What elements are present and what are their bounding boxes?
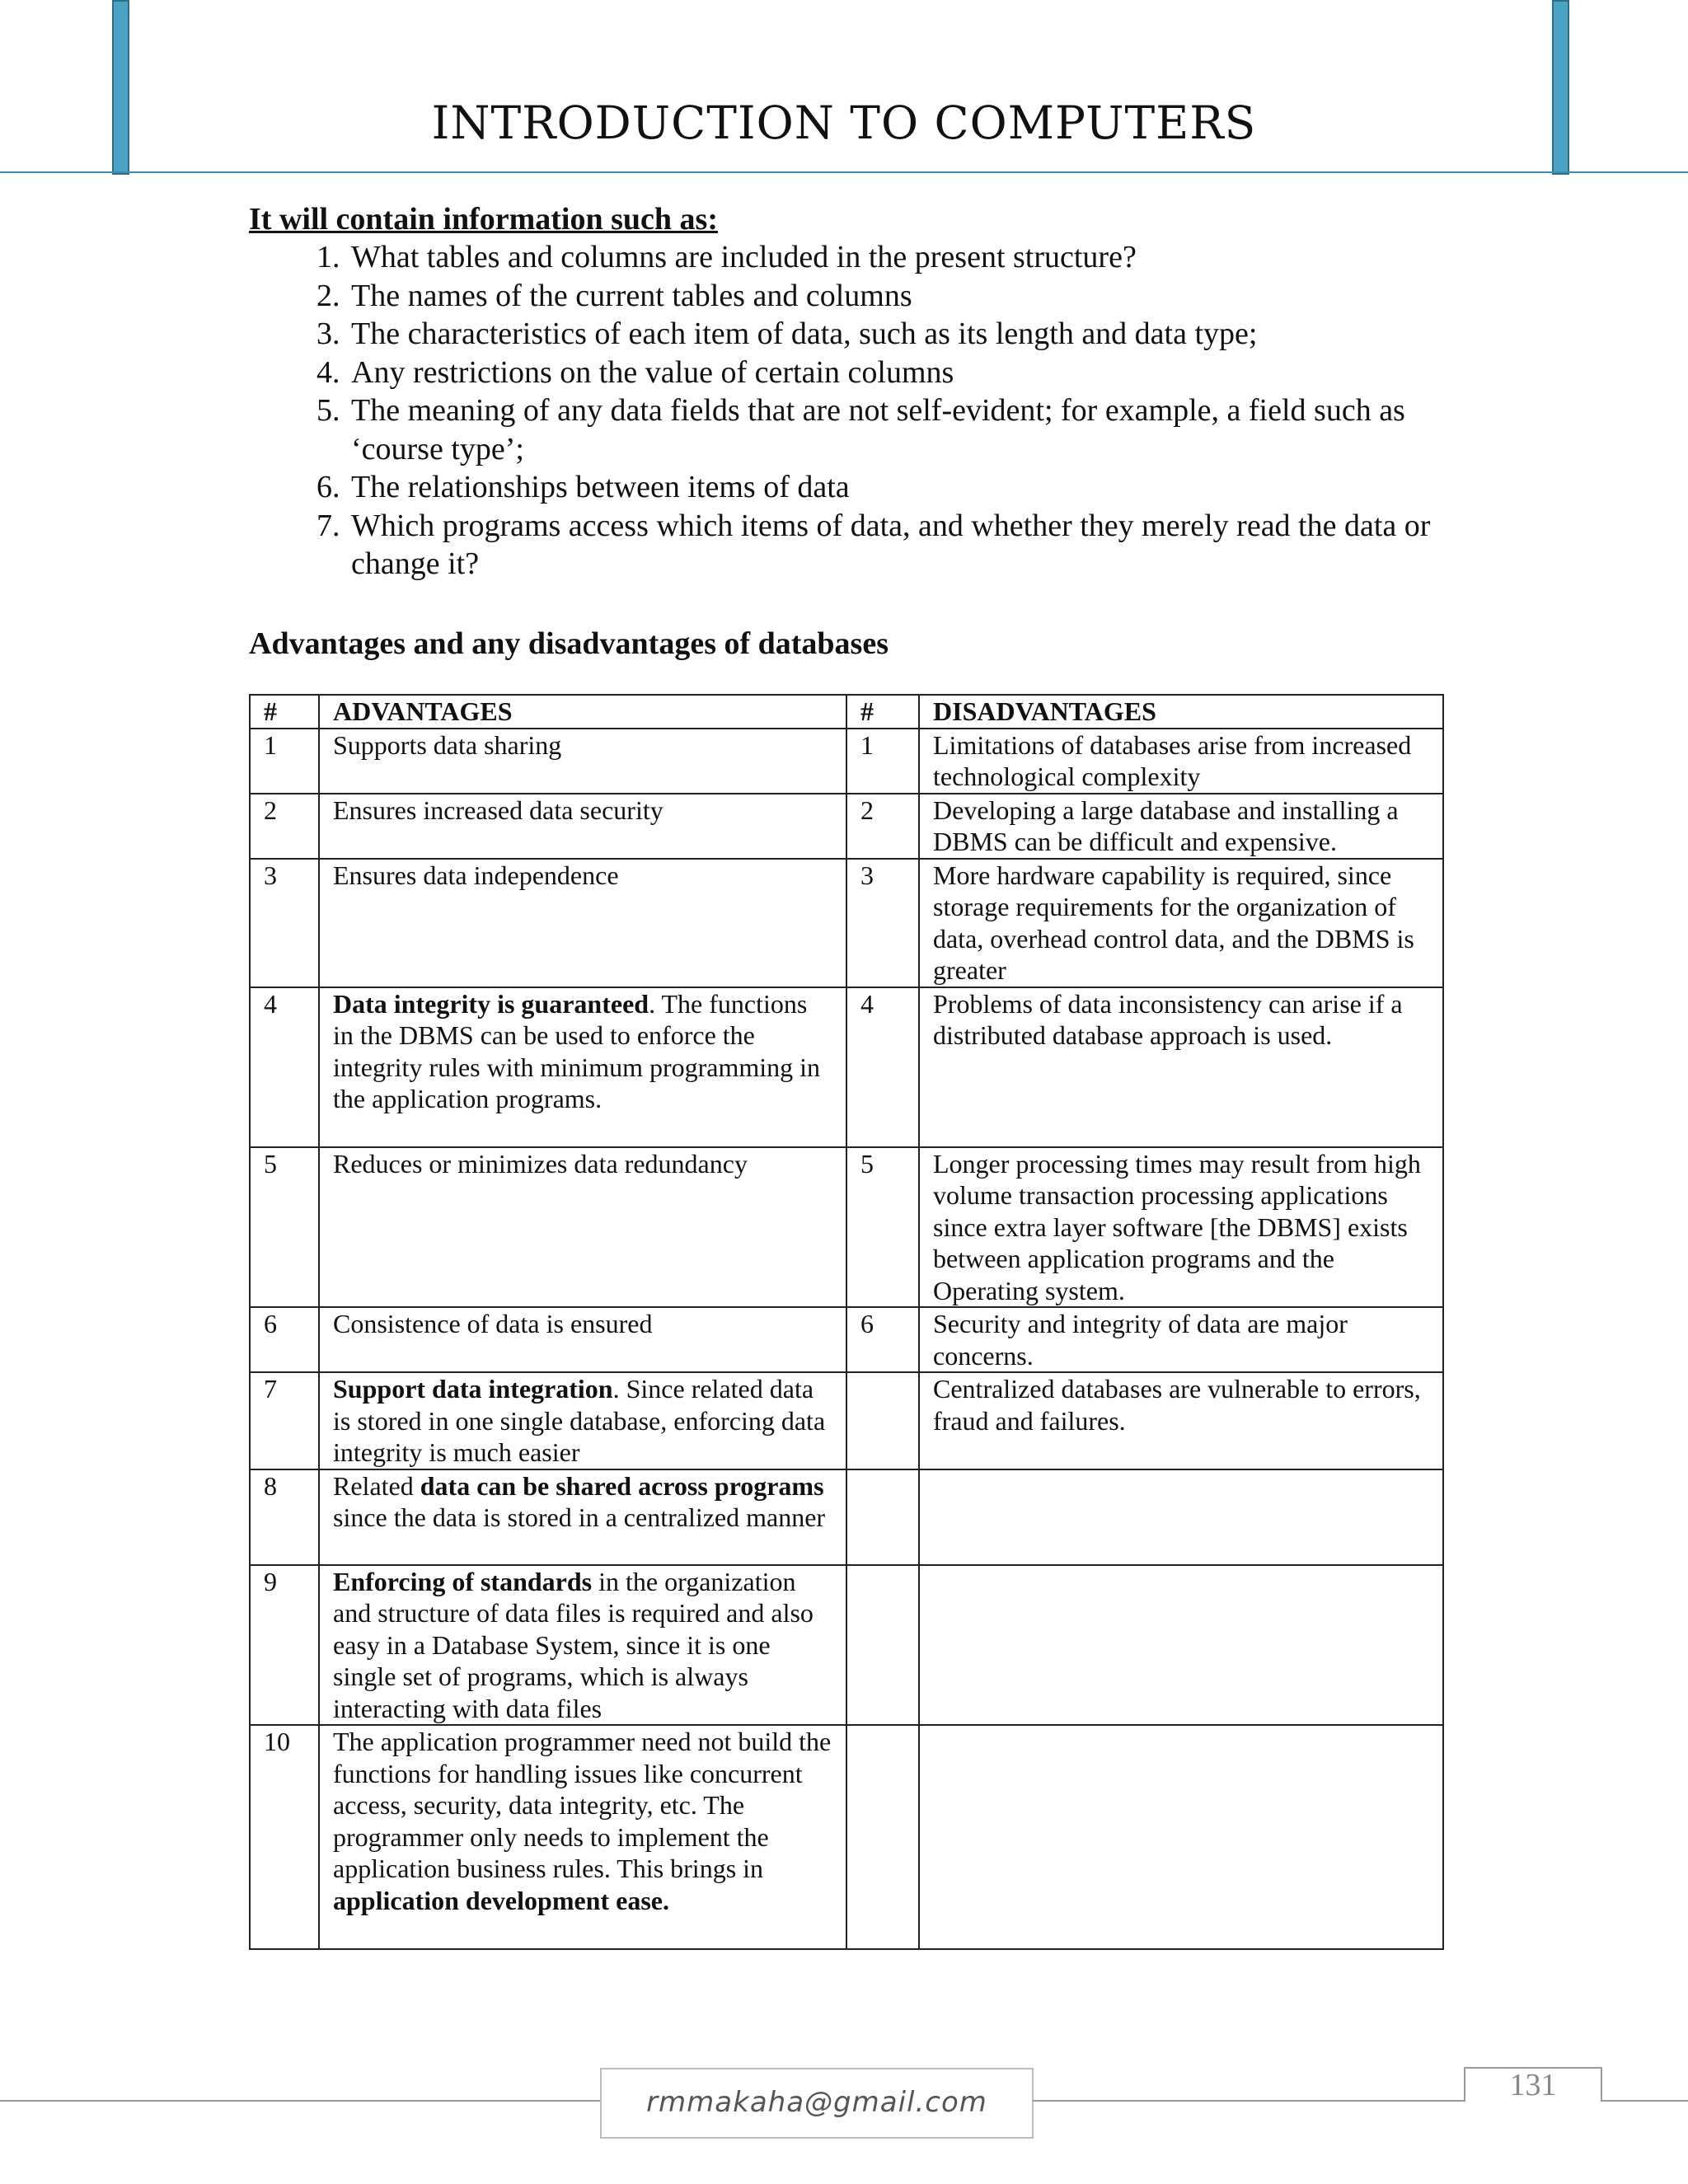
intro-heading: It will contain information such as: <box>249 202 718 237</box>
disadvantage-number <box>846 1372 919 1469</box>
advantage-text <box>319 794 846 859</box>
advantage-text-segment: Ensures increased data security <box>333 794 663 825</box>
advantage-number: 10 <box>250 1725 319 1949</box>
advantage-text <box>319 859 846 987</box>
advantage-text <box>319 1372 846 1469</box>
advantage-number: 6 <box>250 1307 319 1372</box>
advantages-disadvantages-table <box>249 694 1444 1950</box>
disadvantage-number <box>846 1725 919 1949</box>
table-row <box>250 987 1443 1147</box>
advantage-text-bold: Support data integration <box>333 1374 613 1404</box>
header-advantages: ADVANTAGES <box>319 695 846 729</box>
disadvantage-text: Longer processing times may result from high volume transaction processing applications since extra layer software [the DBMS] exists between application programs and the Operating system. <box>919 1147 1443 1308</box>
disadvantage-number <box>846 1565 919 1726</box>
disadvantage-number: 3 <box>846 859 919 987</box>
advantage-text-segment: Reduces or minimizes data redundancy <box>333 1148 748 1179</box>
disadvantage-text: Security and integrity of data are major concerns. <box>919 1307 1443 1372</box>
disadvantage-text: Problems of data inconsistency can arise if a distributed database approach is used. <box>919 987 1443 1147</box>
table-row <box>250 1372 1443 1469</box>
info-list <box>249 238 1444 583</box>
advantage-text-segment: . Since related data is stored in one single database, enforcing data integrity is much easier <box>333 1374 826 1467</box>
disadvantage-number: 4 <box>846 987 919 1147</box>
disadvantage-number: 2 <box>846 794 919 859</box>
disadvantage-text <box>919 1725 1443 1949</box>
advantage-text <box>319 1725 846 1949</box>
advantage-text-segment: Supports data sharing <box>333 729 562 760</box>
footer-rule-tail <box>1601 2100 1688 2102</box>
footer-rule-right <box>1033 2100 1465 2102</box>
list-item: 7. Which programs access which items of data, and whether they merely read the data or change it? <box>348 507 1444 583</box>
advantage-number: 8 <box>250 1469 319 1565</box>
header-disadvantages: DISADVANTAGES <box>919 695 1443 729</box>
advantage-text <box>319 1307 846 1372</box>
disadvantage-text: Limitations of databases arise from increased technological complexity <box>919 729 1443 794</box>
list-item: 6. The relationships between items of data <box>348 468 1444 507</box>
advantage-text-segment: since the data is stored in a centralized manner <box>333 1502 826 1532</box>
advantage-text-bold: application development ease. <box>333 1885 669 1915</box>
advantage-text <box>319 1469 846 1565</box>
table-header-row <box>250 695 1443 729</box>
table-row <box>250 1565 1443 1726</box>
advantage-number: 3 <box>250 859 319 987</box>
advantage-number: 9 <box>250 1565 319 1726</box>
list-item: 5. The meaning of any data fields that are not self-evident; for example, a field such as ‘course type’; <box>348 391 1444 468</box>
advantage-number: 1 <box>250 729 319 794</box>
advantage-text-segment: in the organization and structure of data files is required and also easy in a Database System, since it is one single set of programs, which is always interacting with data files <box>333 1566 814 1723</box>
list-item: 2. The names of the current tables and columns <box>348 277 1444 316</box>
footer-rule-left <box>0 2100 602 2102</box>
advantage-number: 5 <box>250 1147 319 1308</box>
disadvantage-number: 6 <box>846 1307 919 1372</box>
table-row <box>250 1725 1443 1949</box>
advantage-text-bold: data can be shared across programs <box>420 1470 824 1501</box>
disadvantage-text <box>919 1469 1443 1565</box>
list-item: 4. Any restrictions on the value of certain columns <box>348 354 1444 392</box>
header-accent-bar-left <box>112 0 129 175</box>
page-title: INTRODUCTION TO COMPUTERS <box>431 96 1257 149</box>
advantage-text-segment: Consistence of data is ensured <box>333 1309 653 1338</box>
footer-email: rmmakaha@gmail.com <box>600 2068 1034 2139</box>
advantage-text <box>319 1565 846 1726</box>
header-number: # <box>846 695 919 729</box>
disadvantage-text <box>919 1565 1443 1726</box>
section-heading: Advantages and any disadvantages of databases <box>249 626 889 661</box>
advantage-number: 4 <box>250 987 319 1147</box>
table-row <box>250 859 1443 987</box>
page-number: 131 <box>1509 2068 1557 2102</box>
table-row <box>250 1147 1443 1308</box>
advantage-text-segment: Related <box>333 1470 420 1501</box>
advantage-text <box>319 987 846 1147</box>
table-row <box>250 1469 1443 1565</box>
disadvantage-text: Developing a large database and installing a DBMS can be difficult and expensive. <box>919 794 1443 859</box>
advantage-text <box>319 1147 846 1308</box>
intro-section <box>249 200 1444 663</box>
header-accent-bar-right <box>1552 0 1569 175</box>
header-rule <box>0 171 1688 173</box>
advantage-text-segment: Ensures data independence <box>333 860 619 890</box>
header-number: # <box>250 695 319 729</box>
advantage-number: 7 <box>250 1372 319 1469</box>
advantage-text-bold: Data integrity is guaranteed <box>333 988 649 1019</box>
list-item: 1. What tables and columns are included in the present structure? <box>348 238 1444 277</box>
advantage-text-segment: . The functions in the DBMS can be used to enforce the integrity rules with minimum programming in the application programs. <box>333 988 821 1113</box>
table-row <box>250 729 1443 794</box>
advantage-text-bold: Enforcing of standards <box>333 1566 593 1596</box>
list-item: 3. The characteristics of each item of data, such as its length and data type; <box>348 315 1444 354</box>
disadvantage-number: 5 <box>846 1147 919 1308</box>
advantage-text-segment: The application programmer need not build the functions for handling issues like concurrent access, security, data integrity, etc. The programmer only needs to implement the application business rules. This brings in <box>333 1727 832 1883</box>
disadvantage-number: 1 <box>846 729 919 794</box>
table-row <box>250 794 1443 859</box>
table-body <box>250 729 1443 1950</box>
disadvantage-number <box>846 1469 919 1565</box>
table-row <box>250 1307 1443 1372</box>
advantage-number: 2 <box>250 794 319 859</box>
advantage-text <box>319 729 846 794</box>
disadvantage-text: More hardware capability is required, since storage requirements for the organization of data, overhead control data, and the DBMS is greater <box>919 859 1443 987</box>
disadvantage-text: Centralized databases are vulnerable to errors, fraud and failures. <box>919 1372 1443 1469</box>
